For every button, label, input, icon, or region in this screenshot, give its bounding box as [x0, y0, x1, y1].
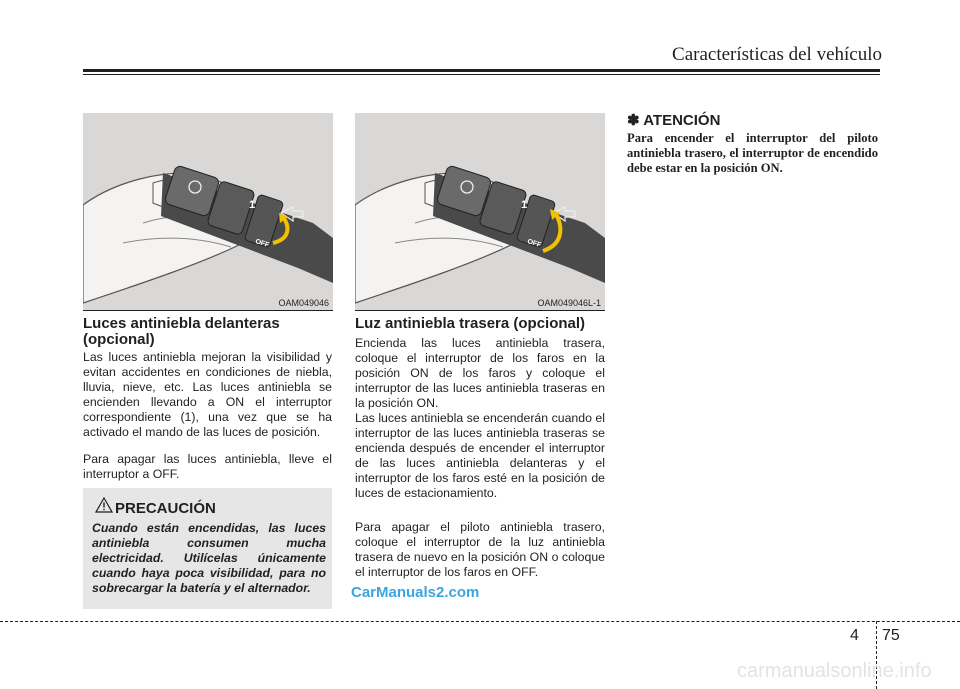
warning-triangle-icon	[95, 497, 113, 513]
section-rear-fog-title: Luz antiniebla trasera (opcional)	[355, 315, 586, 332]
figure-code: OAM049046L-1	[537, 298, 601, 308]
hand-switch-illustration	[355, 113, 605, 311]
caution-title: PRECAUCIÓN	[115, 500, 216, 517]
section-front-paragraph: Para apagar las luces antiniebla, lleve el interruptor a OFF.	[83, 452, 332, 481]
figure-code: OAM049046	[278, 298, 329, 308]
figure-rule	[83, 310, 333, 311]
section-rear-paragraph: Encienda las luces antiniebla trasera, coloque el interruptor de los faros en la posición ON de los faros y coloque el interruptor de las luces antiniebla traseras en la posición ON.	[355, 336, 605, 410]
asterisk-icon: ✽	[627, 112, 640, 129]
footer-dashed-rule	[0, 621, 960, 622]
header-rule-thin	[83, 74, 880, 75]
figure-rear-fog-switch	[355, 113, 605, 311]
figure-front-fog-switch	[83, 113, 333, 311]
switch-number-label: 1	[249, 199, 256, 211]
attention-title: ATENCIÓN	[643, 112, 721, 129]
section-rear-paragraph: Las luces antiniebla se encenderán cuando el interruptor de las luces antiniebla traseras se encienda después de encender el interruptor de las luces antiniebla delanteras y el interruptor de los faros esté en la posición de luces de estacionamiento.	[355, 411, 605, 500]
chapter-number: 4	[850, 627, 859, 644]
caution-text: Cuando están encendidas, las luces antiniebla consumen mucha electricidad. Utilícelas únicamente cuando haya poca visibilidad, para no sobrecargar la batería y el alternador.	[92, 521, 326, 595]
caution-box	[83, 488, 332, 609]
attention-text: Para encender el interruptor del piloto antiniebla trasero, el interruptor de encendido debe estar en la posición ON.	[627, 131, 878, 175]
section-rear-paragraph: Para apagar el piloto antiniebla trasero, coloque el interruptor de la luz antiniebla trasera de nuevo en la posición ON o coloque el interruptor de los faros en OFF.	[355, 520, 605, 579]
hand-switch-illustration	[83, 113, 333, 311]
off-label: OFF	[254, 238, 270, 250]
page-number: 75	[882, 627, 900, 644]
header-title: Características del vehículo	[672, 44, 882, 65]
section-front-fog-title: Luces antiniebla delanteras (opcional)	[83, 315, 280, 348]
section-front-paragraph: Las luces antiniebla mejoran la visibilidad y evitan accidentes en condiciones de niebla, lluvia, nieve, etc. Las luces antiniebla se encienden llevando a ON el interruptor correspondiente (1), una vez que se ha activado el mando de las luces de posición.	[83, 350, 332, 439]
switch-number-label: 1	[521, 199, 528, 211]
attention-heading	[627, 111, 720, 129]
figure-rule	[355, 310, 605, 311]
watermark: CarManuals2.com	[351, 584, 480, 601]
header-rule	[83, 69, 880, 72]
site-watermark: carmanualsonline.info	[737, 660, 932, 682]
off-label: OFF	[526, 238, 542, 250]
